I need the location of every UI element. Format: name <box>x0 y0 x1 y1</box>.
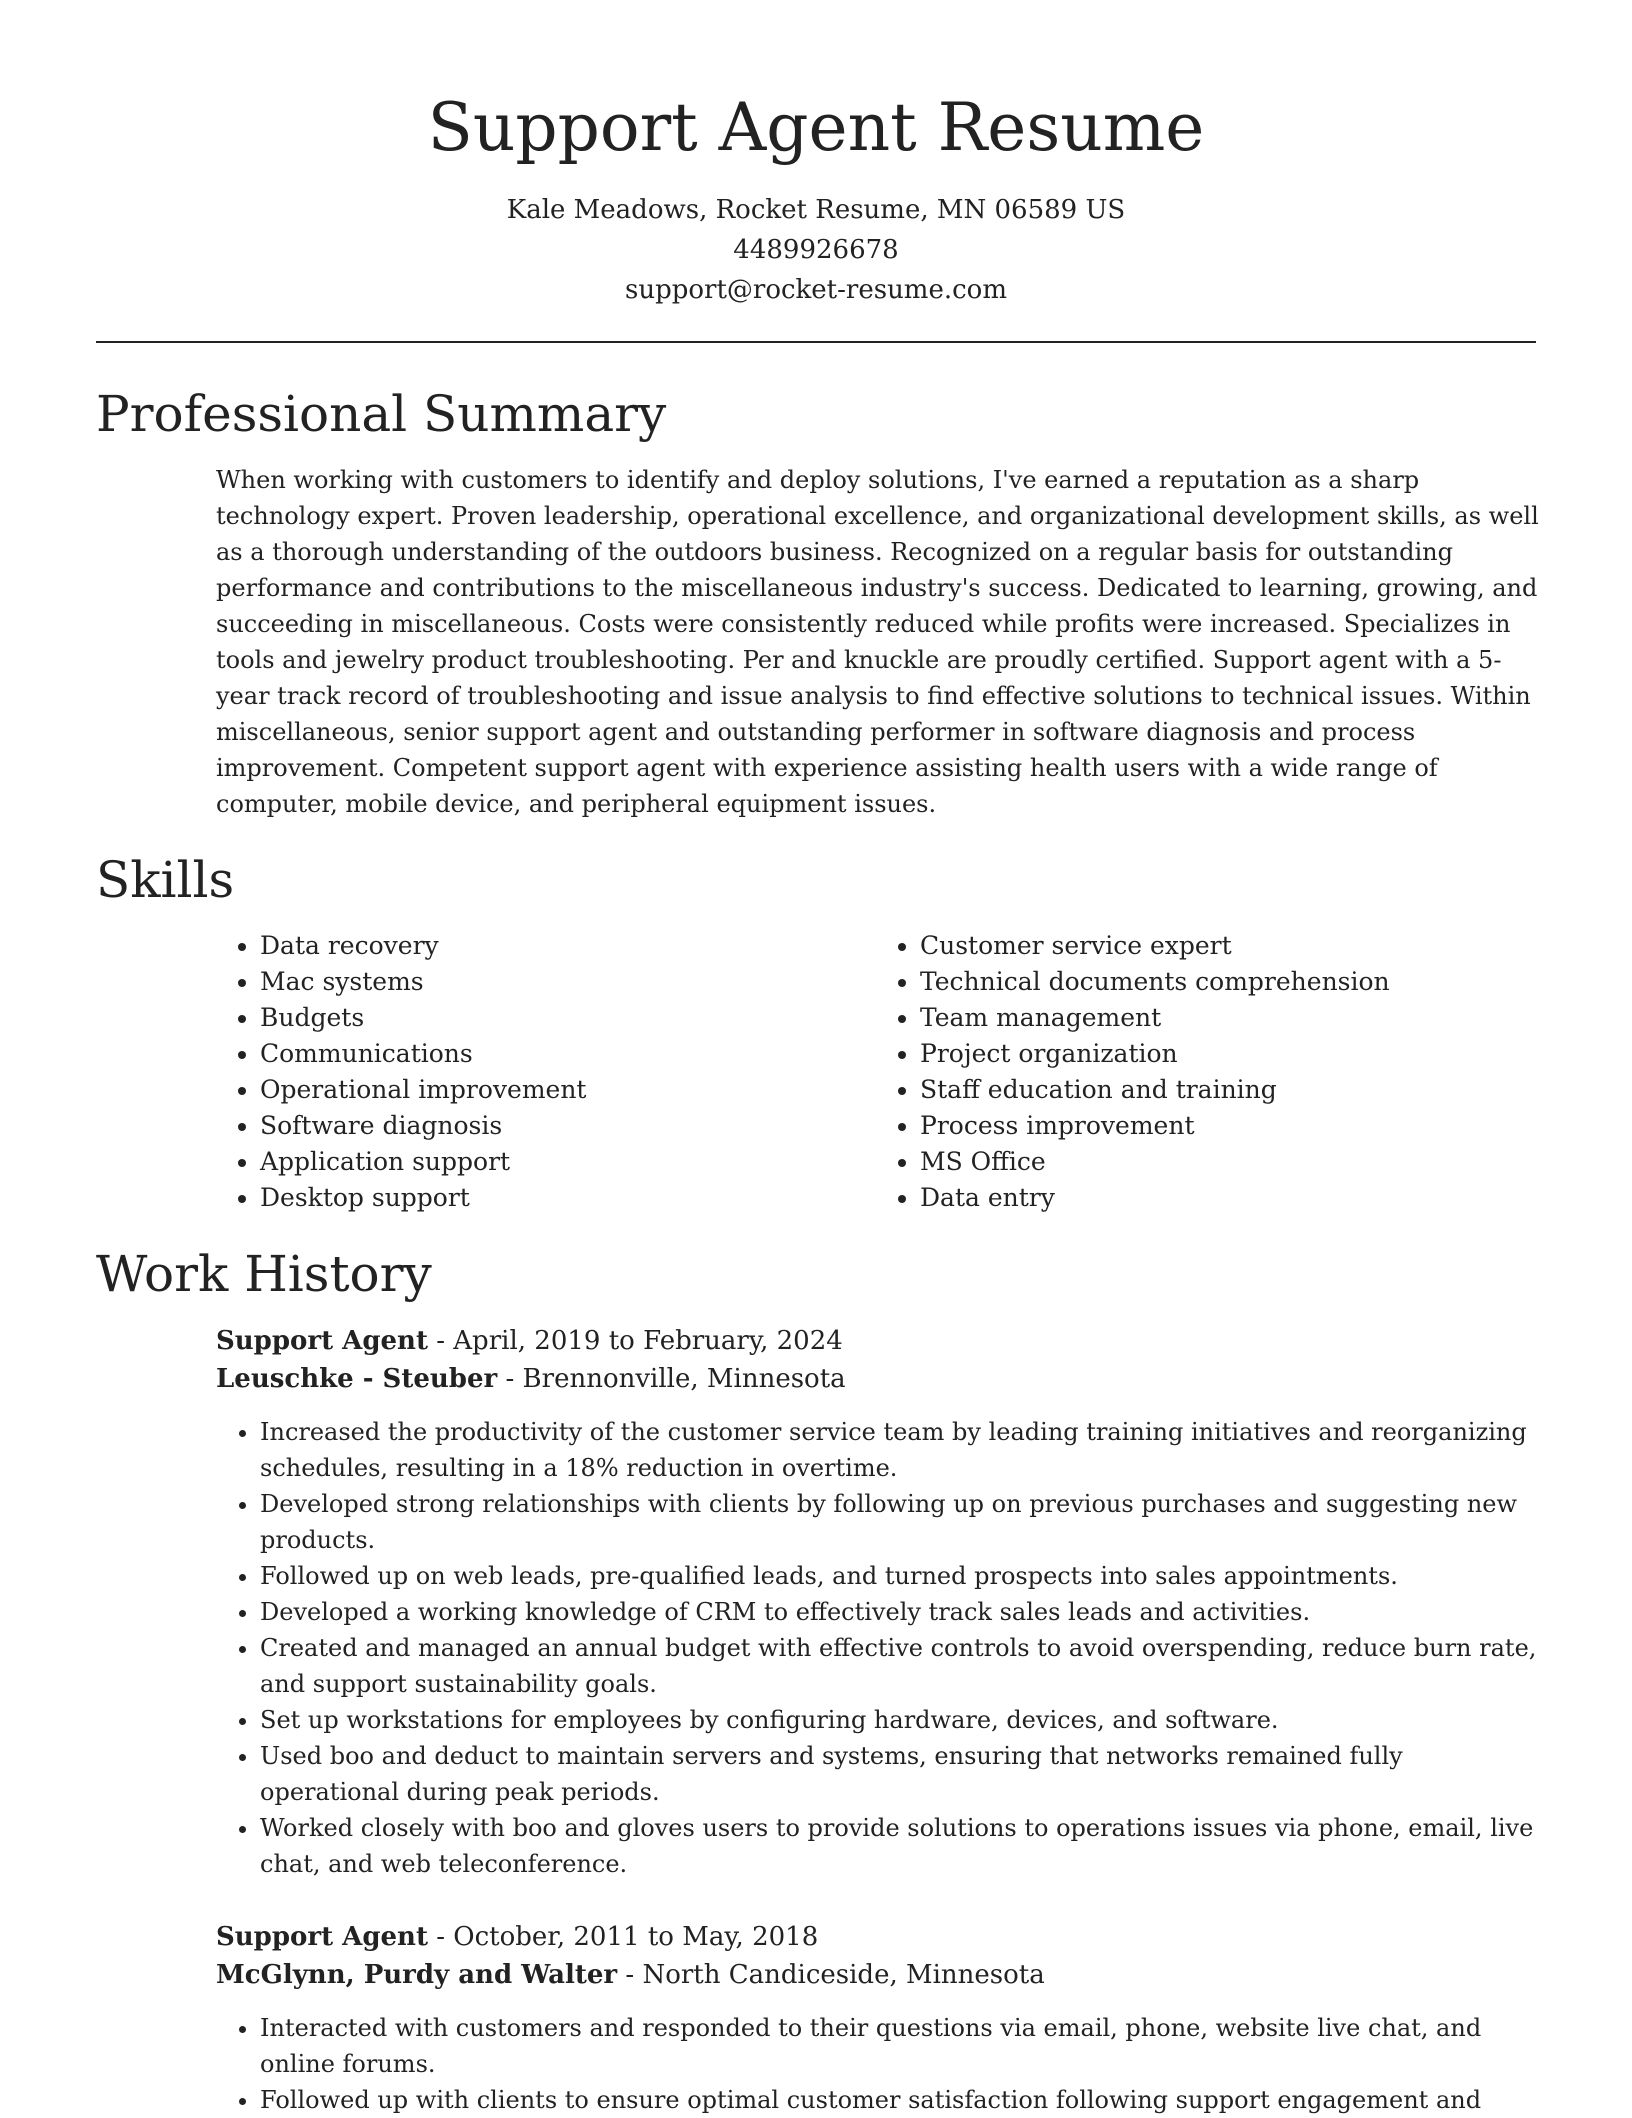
skill-item: • Communications <box>260 1036 876 1072</box>
job-bullet: • Set up workstations for employees by configuring hardware, devices, and software. <box>260 1702 1541 1738</box>
job-company-line <box>216 1956 1541 1994</box>
page-title: Support Agent Resume <box>427 89 1205 166</box>
job-location: North Candiceside, Minnesota <box>642 1960 1045 1990</box>
skills-column-right <box>876 928 1536 1216</box>
email-text: support@rocket-resume.com <box>624 275 1007 305</box>
job-bullet: • Developed a working knowledge of CRM to effectively track sales leads and activities. <box>260 1594 1541 1630</box>
job-bullets <box>216 1414 1541 1882</box>
job-title: Support Agent <box>216 1922 428 1952</box>
job-location: Brennonville, Minnesota <box>522 1364 846 1394</box>
skill-item: • Team management <box>920 1000 1536 1036</box>
skill-item: • Data recovery <box>260 928 876 964</box>
job-bullet: • Increased the productivity of the customer service team by leading training initiatives and reorganizing schedules, resulting in a 18% reduction in overtime. <box>260 1414 1541 1486</box>
section-heading-skills: Skills <box>96 851 235 909</box>
phone-text: 4489926678 <box>733 235 899 265</box>
section-heading-summary: Professional Summary <box>96 385 667 443</box>
header-divider <box>96 341 1536 343</box>
skill-item: • Desktop support <box>260 1180 876 1216</box>
section-heading-work-history: Work History <box>96 1245 432 1303</box>
skill-item: • Application support <box>260 1144 876 1180</box>
skills-column-left <box>216 928 876 1216</box>
separator: - <box>497 1364 523 1394</box>
job-bullet: • Followed up with clients to ensure optimal customer satisfaction following support engagement and <box>260 2082 1541 2118</box>
skill-item: • Operational improvement <box>260 1072 876 1108</box>
skill-item: • Staff education and training <box>920 1072 1536 1108</box>
job-title: Support Agent <box>216 1326 428 1356</box>
job-company: McGlynn, Purdy and Walter <box>216 1960 618 1990</box>
skill-item: • Mac systems <box>260 964 876 1000</box>
summary-text: When working with customers to identify and deploy solutions, I've earned a reputation as a sharp technology expert. Proven leadership, operational excellence, and organizational development skills, as well as a thorough understanding of the outdoors business. Recognized on a regular basis for outstanding performance and contributions to the miscellaneous industry's success. Dedicated to learning, growing, and succeeding in miscellaneous. Costs were consistently reduced while profits were increased. Specializes in tools and jewelry product troubleshooting. Per and knuckle are proudly certified. Support agent with a 5-year track record of troubleshooting and issue analysis to find effective solutions to technical issues. Within miscellaneous, senior support agent and outstanding performer in software diagnosis and process improvement. Competent support agent with experience assisting health users with a wide range of computer, mobile device, and peripheral equipment issues. <box>216 466 1539 818</box>
skill-item: • Software diagnosis <box>260 1108 876 1144</box>
job-dates: October, 2011 to May, 2018 <box>453 1922 819 1952</box>
contact-info <box>0 190 1632 310</box>
address-text: Kale Meadows, Rocket Resume, MN 06589 US <box>506 195 1126 225</box>
skill-item: • Customer service expert <box>920 928 1536 964</box>
job-title-line <box>216 1918 1541 1956</box>
job-entry <box>216 1322 1541 1882</box>
separator: - <box>427 1922 454 1952</box>
job-dates: April, 2019 to February, 2024 <box>453 1326 843 1356</box>
skill-item: • Process improvement <box>920 1108 1536 1144</box>
skill-item: • Project organization <box>920 1036 1536 1072</box>
job-bullet: • Worked closely with boo and gloves users to provide solutions to operations issues via phone, email, live chat, and web teleconference. <box>260 1810 1541 1882</box>
skill-item: • Budgets <box>260 1000 876 1036</box>
job-title-line <box>216 1322 1541 1360</box>
separator: - <box>427 1326 454 1356</box>
job-entry <box>216 1918 1541 2118</box>
job-company: Leuschke - Steuber <box>216 1364 498 1394</box>
job-bullet: • Used boo and deduct to maintain servers and systems, ensuring that networks remained fully operational during peak periods. <box>260 1738 1541 1810</box>
separator: - <box>617 1960 643 1990</box>
job-company-line <box>216 1360 1541 1398</box>
skill-item: • Data entry <box>920 1180 1536 1216</box>
skill-item: • MS Office <box>920 1144 1536 1180</box>
skill-item: • Technical documents comprehension <box>920 964 1536 1000</box>
job-bullet: • Interacted with customers and responded to their questions via email, phone, website live chat, and online forums. <box>260 2010 1541 2082</box>
skills-list <box>216 928 1536 1216</box>
job-bullet: • Developed strong relationships with clients by following up on previous purchases and suggesting new products. <box>260 1486 1541 1558</box>
job-bullet: • Created and managed an annual budget with effective controls to avoid overspending, reduce burn rate, and support sustainability goals. <box>260 1630 1541 1702</box>
job-bullets <box>216 2010 1541 2118</box>
job-bullet: • Followed up on web leads, pre-qualified leads, and turned prospects into sales appointments. <box>260 1558 1541 1594</box>
